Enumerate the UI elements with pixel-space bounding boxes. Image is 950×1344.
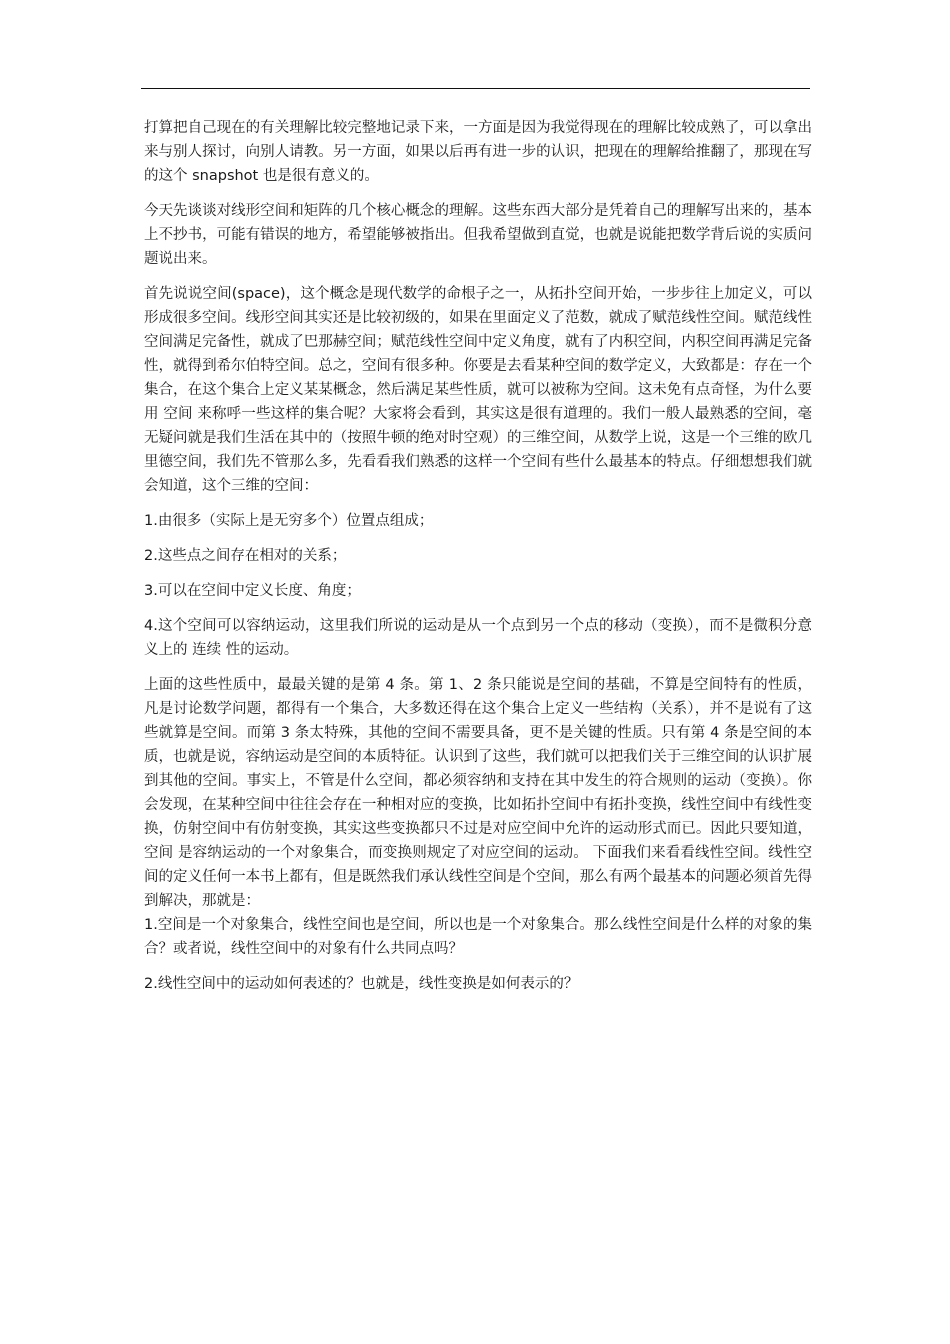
header-rule: [141, 88, 810, 89]
question-item-1: 1.空间是一个对象集合，线性空间也是空间，所以也是一个对象集合。那么线性空间是什么样的对象的集合？或者说，线性空间中的对象有什么共同点吗？: [144, 917, 812, 957]
list-item-3: 3.可以在空间中定义长度、角度；: [144, 583, 361, 599]
paragraph-space-concept: 首先说说空间(space)，这个概念是现代数学的命根子之一，从拓扑空间开始，一步步往上加定义，可以形成很多空间。线形空间其实还是比较初级的，如果在里面定义了范数，就成了赋范线性空间。赋范线性空间满足完备性，就成了巴那赫空间；赋范线性空间中定义角度，就有了内积空间，内积空间再满足完备性，就得到希尔伯特空间。总之，空间有很多种。你要是去看某种空间的数学定义，大致都是：存在一个集合，在这个集合上定义某某概念，然后满足某些性质，就可以被称为空间。这未免有点奇怪，为什么要用 空间 来称呼一些这样的集合呢？大家将会看到，其实这是很有道理的。我们一般人最熟悉的空间，毫无疑问就是我们生活在其中的（按照牛顿的绝对时空观）的三维空间，从数学上说，这是一个三维的欧几里德空间，我们先不管那么多，先看看我们熟悉的这样一个空间有些什么最基本的特点。仔细想想我们就会知道，这个三维的空间：: [144, 286, 812, 494]
list-item-2: 2.这些点之间存在相对的关系；: [144, 548, 347, 564]
question-item-2: 2.线性空间中的运动如何表述的？也就是，线性变换是如何表示的？: [144, 976, 579, 992]
list-item-4: 4.这个空间可以容纳运动，这里我们所说的运动是从一个点到另一个点的移动（变换），而不是微积分意义上的 连续 性的运动。: [144, 618, 812, 658]
paragraph-topic: 今天先谈谈对线形空间和矩阵的几个核心概念的理解。这些东西大部分是凭着自己的理解写出来的，基本上不抄书，可能有错误的地方，希望能够被指出。但我希望做到直觉，也就是说能把数学背后说的实质问题说出来。: [144, 203, 812, 267]
paragraph-intro: 打算把自己现在的有关理解比较完整地记录下来，一方面是因为我觉得现在的理解比较成熟了，可以拿出来与别人探讨，向别人请教。另一方面，如果以后再有进一步的认识，把现在的理解给推翻了，那现在写的这个 snapshot 也是很有意义的。: [144, 120, 812, 184]
document-body: [144, 116, 812, 1007]
list-item-1: 1.由很多（实际上是无穷多个）位置点组成；: [144, 513, 434, 529]
paragraph-key-property: 上面的这些性质中，最最关键的是第 4 条。第 1、2 条只能说是空间的基础，不算是空间特有的性质，凡是讨论数学问题，都得有一个集合，大多数还得在这个集合上定义一些结构（关系），并不是说有了这些就算是空间。而第 3 条太特殊，其他的空间不需要具备，更不是关键的性质。只有第 4 条是空间的本质，也就是说，容纳运动是空间的本质特征。认识到了这些，我们就可以把我们关于三维空间的认识扩展到其他的空间。事实上，不管是什么空间，都必须容纳和支持在其中发生的符合规则的运动（变换）。你会发现，在某种空间中往往会存在一种相对应的变换，比如拓扑空间中有拓扑变换，线性空间中有线性变换，仿射空间中有仿射变换，其实这些变换都只不过是对应空间中允许的运动形式而已。因此只要知道，空间 是容纳运动的一个对象集合，而变换则规定了对应空间的运动。 下面我们来看看线性空间。线性空间的定义任何一本书上都有，但是既然我们承认线性空间是个空间，那么有两个最基本的问题必须首先得到解决，那就是：: [144, 677, 812, 909]
